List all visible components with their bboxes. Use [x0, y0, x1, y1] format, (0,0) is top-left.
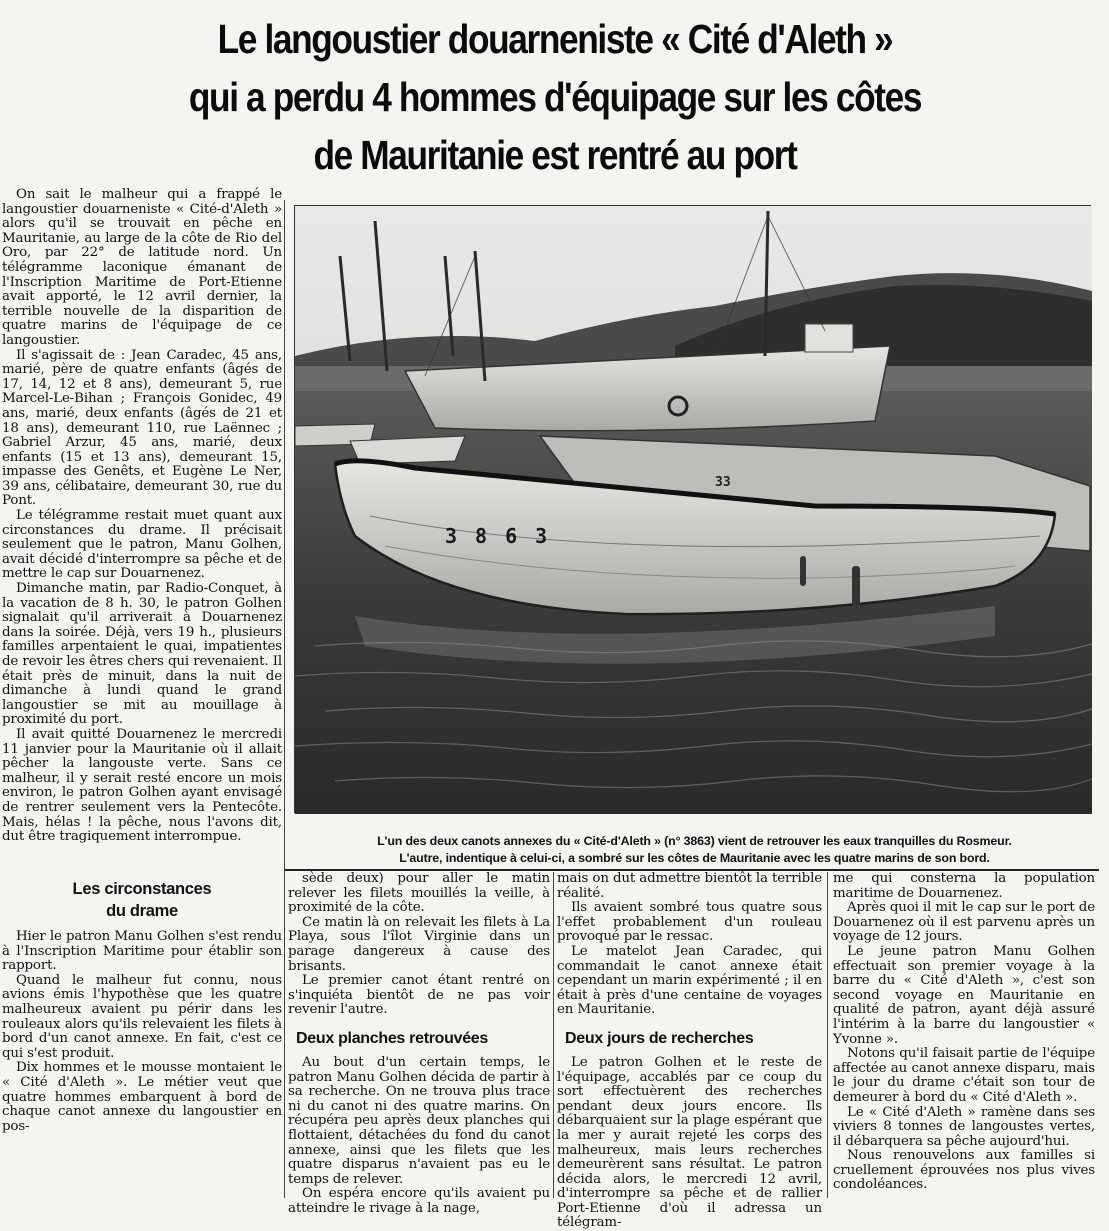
photo-caption: [292, 833, 1097, 866]
body-paragraph: Le « Cité d'Aleth » ramène dans ses viviers 8 tonnes de langoustes vertes, il débarquera sa pêche aujourd'hui.: [833, 1104, 1095, 1149]
column-2: [288, 871, 550, 1216]
boat-photo-illustration: [295, 206, 1092, 814]
body-paragraph: Le patron Golhen et le reste de l'équipage, accablés par ce coup du sort effectuèrent des recherches pendant deux jours encore. Ils débarquaient sur la plage espérant que la mer y aurait rejeté les corps des malheureux, mais leurs recherches demeurèrent sans résultat. Le patron décida alors, le mercredi 12 avril, d'interrompre sa pêche et de rallier Port-Etienne d'où il adressa un télégram-: [557, 1054, 822, 1231]
harbor-photo: [294, 205, 1091, 813]
left-column: [2, 188, 282, 1198]
lead-article: [2, 188, 282, 868]
subhead-line: du drame: [106, 902, 178, 920]
body-paragraph: mais on dut admettre bientôt la terrible réalité.: [557, 871, 822, 901]
body-paragraph: Le matelot Jean Caradec, qui commandait le canot annexe était cependant un marin expérimenté ; il en était à près d'une centaine de voyages en Mauritanie.: [557, 943, 822, 1018]
body-paragraph: Quand le malheur fut connu, nous avions émis l'hypothèse que les quatre malheureux avaient pu périr dans les rouleaux alors qu'ils relevaient les filets à bord d'un canot annexe. En fait, c'est ce qui s'est produit.: [2, 972, 282, 1061]
wheelhouse: [805, 324, 853, 352]
lead-paragraph: Dimanche matin, par Radio-Conquet, à la vacation de 8 h. 30, le patron Golhen signalait qu'il arriverait à Douarnenez dans la soirée. Déjà, vers 19 h., plusieurs familles arpentaient le quai, impatientes de revoir les êtres chers qui revenaient. Il était près de minuit, dans la nuit de dimanche à lundi quand le grand langoustier se mit au mouillage à proximité du port.: [2, 581, 282, 728]
subhead-line: Les circonstances: [72, 880, 212, 898]
body-paragraph: On espéra encore qu'ils avaient pu atteindre le rivage à la nage,: [288, 1186, 550, 1216]
body-paragraph: Le premier canot étant rentré on s'inquiéta bientôt de ne pas voir revenir l'autre.: [288, 973, 550, 1018]
hull-number: 3863: [445, 524, 566, 548]
body-paragraph: Ce matin là on relevait les filets à La Playa, sous l'îlot Virginie dans un parage dangereux à cause des brisants.: [288, 914, 550, 974]
column-rule: [827, 872, 828, 1198]
column-3: [557, 871, 822, 1231]
caption-line-1: L'un des deux canots annexes du « Cité-d'Aleth » (n° 3863) vient de retrouver les eaux tranquilles du Rosmeur.: [377, 834, 1012, 848]
headline-line-2: qui a perdu 4 hommes d'équipage sur les côtes: [188, 74, 922, 120]
headline: [129, 10, 980, 184]
caption-line-2: L'autre, indentique à celui-ci, a sombré sur les côtes de Mauritanie avec les quatre marins de son bord.: [399, 850, 990, 865]
subhead-circonstances: [2, 878, 282, 922]
lead-paragraph: Il avait quitté Douarnenez le mercredi 11 janvier pour la Mauritanie où il allait pêcher la langouste verte. Sans ce malheur, il y serait resté encore un mois environ, le patron Golhen ayant envisagé de rentrer seulement vers la Pentecôte. Mais, hélas ! la pêche, nous l'avons dit, dut être tragiquement interrompue.: [2, 726, 282, 845]
column-rule: [284, 200, 285, 1198]
lead-paragraph: On sait le malheur qui a frappé le langoustier douarneniste « Cité-d'Aleth » alors qu'il se trouvait en pêche en Mauritanie, au large de la côte de Rio del Oro, par 22° de latitude nord. Un télégramme laconique émanant de l'Inscription Maritime de Port-Etienne avait apporté, le 12 avril dernier, la terrible nouvelle de la disparition de quatre marins de l'équipage de ce langoustier.: [2, 187, 282, 348]
column-4: [833, 872, 1095, 1198]
lead-paragraph: Le télégramme restait muet quant aux circonstances du drame. Il précisait seulement que le patron, Manu Golhen, avait décidé d'interrompre sa pêche et de mettre le cap sur Douarnenez.: [2, 508, 282, 582]
subhead-planches: Deux planches retrouvées: [296, 1029, 488, 1047]
body-paragraph: Nous renouvelons aux familles si cruellement éprouvées nos plus vives condoléances.: [833, 1148, 1095, 1193]
subhead-recherches: Deux jours de recherches: [565, 1029, 754, 1047]
lead-paragraph: Il s'agissait de : Jean Caradec, 45 ans, marié, père de quatre enfants (âgés de 17, 14, 12 et 8 ans), demeurant 5, rue Marcel-Le-Bihan ; François Gonidec, 49 ans, marié, deux enfants (âgés de 21 et 18 ans), demeurant 110, rue Laënnec ; Gabriel Arzur, 45 ans, marié, deux enfants (15 et 13 ans), demeurant 15, impasse des Genêts, et Eugène Le Ner, 39 ans, célibataire, demeurant 30, rue du Pont.: [2, 347, 282, 509]
body-paragraph: sède deux) pour aller le matin relever les filets mouillés la veille, à proximité de la côte.: [288, 871, 550, 916]
body-paragraph: Hier le patron Manu Golhen s'est rendu à l'Inscription Maritime pour établir son rapport.: [2, 929, 282, 974]
body-paragraph: Dix hommes et le mousse montaient le « Cité d'Aleth ». Le métier veut que quatre hommes embarquent à bord de chaque canot annexe du langoustier en pos-: [2, 1060, 282, 1134]
column-rule: [553, 872, 554, 1198]
body-paragraph: Notons qu'il faisait partie de l'équipe affectée au canot annexe disparu, mais le jour du drame c'était son tour de demeurer à bord du « Cité d'Aleth ».: [833, 1046, 1095, 1105]
headline-line-1: Le langoustier douarneniste « Cité d'Aleth »: [217, 16, 893, 62]
body-paragraph: Après quoi il mit le cap sur le port de Douarnenez où il est parvenu après un voyage de 12 jours.: [833, 900, 1095, 945]
headline-line-3: de Mauritanie est rentré au port: [313, 132, 797, 178]
body-paragraph: Ils avaient sombré tous quatre sous l'effet probablement d'un rouleau provoqué par le ressac.: [557, 900, 822, 945]
body-paragraph: Au bout d'un certain temps, le patron Manu Golhen décida de partir à sa recherche. On ne trouva plus trace ni du canot ni des quatre marins. On récupéra peu après deux planches qui flottaient, détachées du fond du canot annexe, ainsi que les filets que les quatre disparus n'avaient pas eu le temps de relever.: [288, 1054, 550, 1187]
body-paragraph: Le jeune patron Manu Golhen effectuait son premier voyage à la barre du « Cité d'Aleth », c'est son second voyage en Mauritanie en qualité de patron, ayant déjà assuré l'intérim à la barre du langoustier « Yvonne ».: [833, 943, 1095, 1047]
body-paragraph: me qui consterna la population maritime de Douarnenez.: [833, 871, 1095, 901]
second-hull-number: 33: [715, 475, 731, 490]
